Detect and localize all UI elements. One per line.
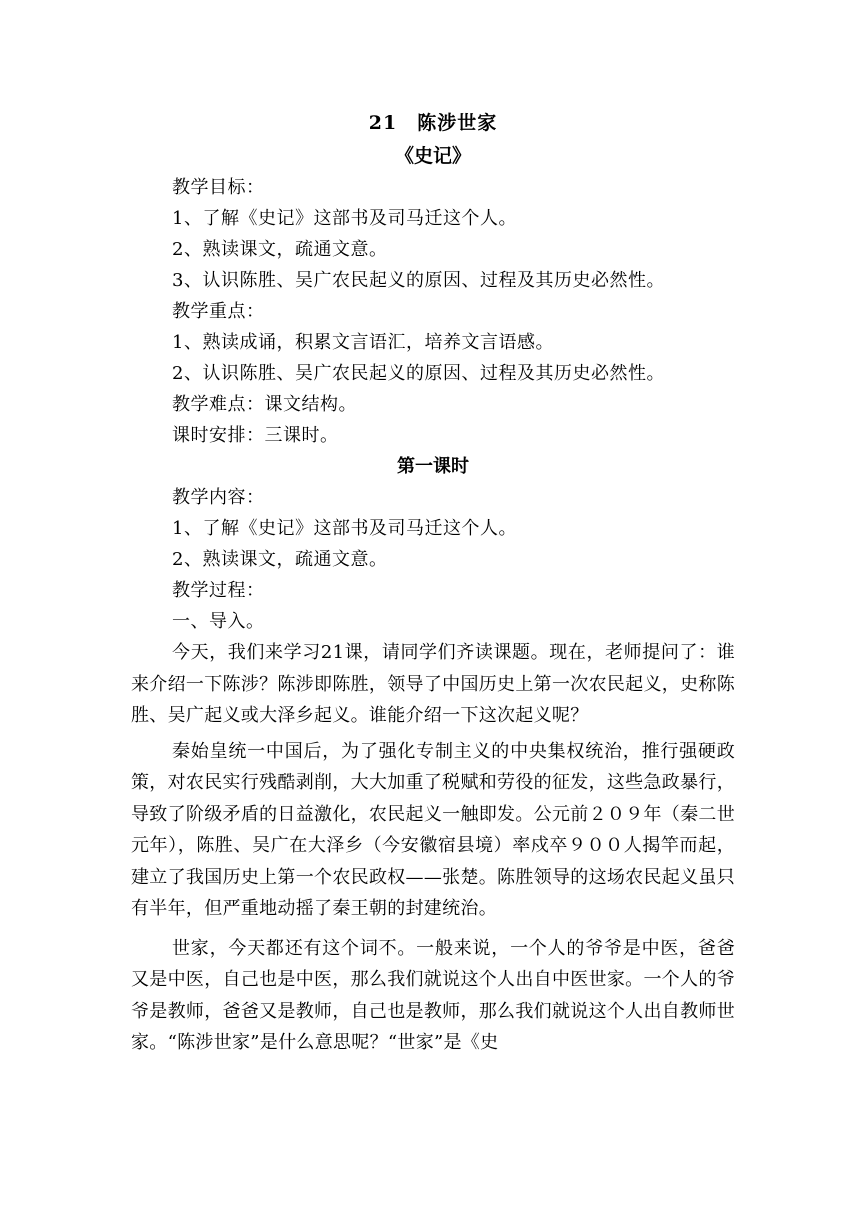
document-title: 21 陈涉世家 xyxy=(368,112,498,134)
focus-heading: 教学重点： xyxy=(172,301,265,322)
document-subtitle: 《史记》 xyxy=(394,145,471,167)
content-heading: 教学内容： xyxy=(172,487,265,508)
shijia-paragraph: 世家，今天都还有这个词不。一般来说，一个人的爷爷是中医，爸爸又是中医，自己也是中医，那么我们就说这个人出自中医世家。一个人的爷爷是教师，爸爸又是教师，自己也是教师，那么我们就说这个人出自教师世家。“陈涉世家”是什么意思呢？“世家”是《史 xyxy=(131,937,735,1053)
step-heading: 一、导入。 xyxy=(172,611,265,632)
goal-item: 3、认识陈胜、吴广农民起义的原因、过程及其历史必然性。 xyxy=(172,270,665,291)
difficulty-line: 教学难点：课文结构。 xyxy=(172,394,357,415)
focus-item: 1、熟读成诵，积累文言语汇，培养文言语感。 xyxy=(172,332,554,353)
goals-heading: 教学目标： xyxy=(172,177,265,198)
schedule-line: 课时安排：三课时。 xyxy=(172,425,339,446)
goal-item: 2、熟读课文，疏通文意。 xyxy=(172,239,388,260)
content-item: 1、了解《史记》这部书及司马迁这个人。 xyxy=(172,518,517,539)
lesson-title: 第一课时 xyxy=(397,456,469,477)
intro-paragraph: 今天，我们来学习21课，请同学们齐读课题。现在，老师提问了：谁来介绍一下陈涉？陈涉即陈胜，领导了中国历史上第一次农民起义，史称陈胜、吴广起义或大泽乡起义。谁能介绍一下这次起义呢？ xyxy=(131,642,735,726)
content-item: 2、熟读课文，疏通文意。 xyxy=(172,549,388,570)
goal-item: 1、了解《史记》这部书及司马迁这个人。 xyxy=(172,208,517,229)
history-paragraph: 秦始皇统一中国后，为了强化专制主义的中央集权统治，推行强硬政策，对农民实行残酷剥削，大大加重了税赋和劳役的征发，这些急政暴行，导致了阶级矛盾的日益激化，农民起义一触即发。公元前２０９年（秦二世元年），陈胜、吴广在大泽乡（今安徽宿县境）率戍卒９００人揭竿而起，建立了我国历史上第一个农民政权——张楚。陈胜领导的这场农民起义虽只有半年，但严重地动摇了秦王朝的封建统治。 xyxy=(131,740,735,919)
process-heading: 教学过程： xyxy=(172,580,265,601)
focus-item: 2、认识陈胜、吴广农民起义的原因、过程及其历史必然性。 xyxy=(172,363,665,384)
document-page xyxy=(131,106,735,1061)
